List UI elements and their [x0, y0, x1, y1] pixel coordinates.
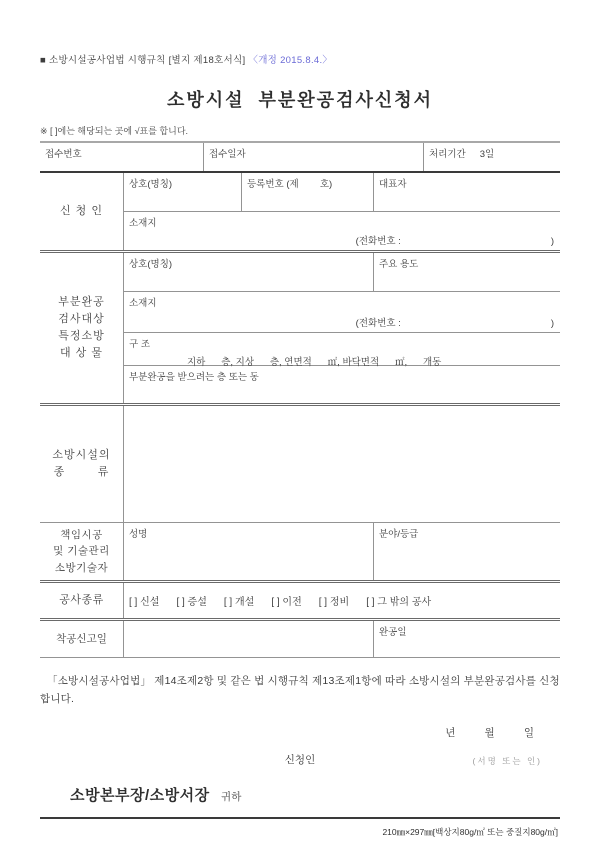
target-section-label — [40, 253, 123, 403]
processing-period-cell — [423, 143, 560, 171]
receipt-no-cell[interactable] — [40, 143, 203, 171]
target-property-section — [40, 253, 560, 406]
receipt-row — [40, 143, 560, 173]
engineer-field-grade-label: 분야/등급 — [379, 529, 419, 540]
paper-spec: 210㎜×297㎜[백상지80g/㎡ 또는 중질지80g/㎡] — [382, 826, 558, 837]
applicant-phone-label: (전화번호 : — [355, 236, 401, 247]
receipt-no-label: 접수번호 — [45, 149, 82, 160]
target-address-label: 소재지 — [129, 298, 157, 309]
facility-section-label — [40, 406, 123, 522]
target-company-field[interactable] — [124, 253, 373, 291]
target-partial-floor-label: 부분완공을 받으려는 층 또는 동 — [129, 372, 259, 383]
applicant-regno-hint: (제 호) — [286, 179, 333, 190]
construction-option-new[interactable]: [ ] 신설 — [129, 597, 160, 608]
applicant-company-field[interactable] — [124, 173, 241, 211]
processing-period-label: 처리기간 — [429, 149, 466, 160]
recipient-line — [40, 784, 560, 805]
facility-section-label-line1: 소방시설의 — [52, 448, 111, 461]
applicant-representative-field[interactable] — [373, 173, 560, 211]
applicant-address-label: 소재지 — [129, 218, 157, 229]
receipt-date-label: 접수일자 — [209, 149, 246, 160]
form-notice — [40, 52, 560, 66]
applicant-regno-label: 등록번호 — [247, 179, 284, 190]
target-section-label-line1: 부분완공 — [58, 295, 105, 308]
construction-section-label: 공사종류 — [59, 593, 104, 606]
construction-option-other[interactable]: [ ] 그 밖의 공사 — [366, 597, 432, 608]
dates-section — [40, 621, 560, 658]
engineer-section-label-line2: 및 기술관리 — [53, 545, 110, 558]
applicant-address-field[interactable] — [124, 212, 560, 250]
construction-option-maintain[interactable]: [ ] 정비 — [318, 597, 350, 608]
target-section-label-line3: 특정소방 — [58, 330, 105, 342]
signature-row — [40, 752, 560, 770]
page-title: 소방시설 부분완공검사신청서 — [166, 90, 434, 110]
target-address-field[interactable] — [124, 292, 560, 333]
target-structure-label: 구 조 — [129, 339, 150, 350]
engineer-section — [40, 523, 560, 583]
engineer-section-label-line3: 소방기술자 — [54, 561, 109, 574]
form-notice-text: ■ 소방시설공사업법 시행규칙 [별지 제18호서식] — [40, 55, 246, 66]
application-form-table — [40, 141, 560, 658]
engineer-section-label-line1: 책임시공 — [60, 529, 103, 542]
target-company-label: 상호(명칭) — [129, 259, 173, 270]
checkbox-note: ※ [ ]에는 해당되는 곳에 √표를 합니다. — [40, 126, 189, 136]
facility-types-input[interactable] — [123, 406, 560, 522]
target-structure-field[interactable] — [124, 333, 560, 366]
construction-option-relocate[interactable]: [ ] 이전 — [271, 597, 302, 608]
applicant-section — [40, 173, 560, 253]
target-section-label-line4: 대 상 물 — [60, 347, 103, 360]
engineer-field-grade-field[interactable] — [373, 523, 560, 580]
target-phone-label: (전화번호 : — [355, 318, 401, 329]
start-date-input[interactable] — [124, 621, 373, 657]
recipient-suffix: 귀하 — [221, 790, 242, 803]
engineer-name-field[interactable] — [124, 523, 373, 580]
processing-period-value: 3일 — [479, 149, 495, 160]
applicant-regno-field[interactable] — [241, 173, 373, 211]
facility-section-label-line2: 종 류 — [53, 466, 110, 478]
target-section-label-line2: 검사대상 — [58, 312, 105, 325]
applicant-phone-close: ) — [550, 236, 554, 247]
signature-applicant-label: 신청인 — [284, 753, 316, 766]
engineer-section-label — [40, 523, 123, 580]
form-revision-date: 〈개정 2015.8.4.〉 — [248, 55, 333, 66]
applicant-section-label: 신 청 인 — [60, 204, 103, 217]
construction-type-section — [40, 583, 560, 621]
target-main-use-field[interactable] — [373, 253, 560, 291]
target-phone-close: ) — [550, 318, 554, 329]
completion-date-label: 완공일 — [379, 627, 407, 638]
target-structure-detail[interactable]: 지하 층, 지상 층, 연면적 ㎡, 바닥면적 ㎡, 개동 — [187, 357, 442, 368]
start-date-label: 착공신고일 — [56, 632, 107, 645]
construction-option-extend[interactable]: [ ] 증설 — [176, 597, 207, 608]
applicant-representative-label: 대표자 — [379, 179, 407, 190]
construction-option-alter[interactable]: [ ] 개설 — [223, 597, 255, 608]
signature-hint: (서명 또는 인) — [472, 755, 542, 766]
target-partial-floor-field[interactable] — [124, 366, 560, 403]
facility-types-section — [40, 406, 560, 523]
recipient-name: 소방본부장/소방서장 — [70, 786, 210, 804]
receipt-date-cell[interactable] — [203, 143, 423, 171]
completion-date-field[interactable] — [373, 621, 560, 657]
target-main-use-label: 주요 용도 — [379, 259, 419, 270]
signature-date-line[interactable]: 년 월 일 — [445, 726, 534, 739]
applicant-company-label: 상호(명칭) — [129, 179, 173, 190]
engineer-name-label: 성명 — [129, 529, 148, 540]
footer-divider — [40, 817, 560, 819]
declaration-paragraph: 「소방시설공사업법」 제14조제2항 및 같은 법 시행규칙 제13조제1항에 따라 소방시설의 부분완공검사를 신청합니다. — [40, 675, 560, 706]
